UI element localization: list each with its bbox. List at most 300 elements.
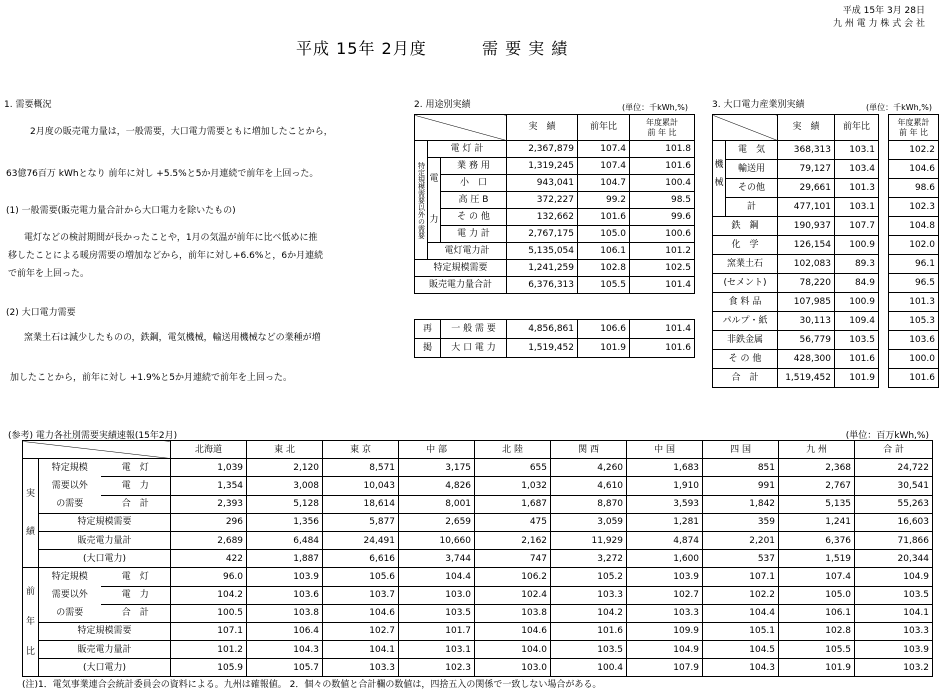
companies-unit: (単位：百万kWh,%) bbox=[845, 431, 929, 441]
cell-value: 103.1 bbox=[399, 641, 475, 659]
header-cum2: 前 年 比 bbox=[647, 127, 677, 137]
cell-value: 2,201 bbox=[703, 531, 779, 549]
cell-value: 102.4 bbox=[475, 586, 551, 604]
cell-value: 102.7 bbox=[627, 586, 703, 604]
cell-value: 105.2 bbox=[551, 568, 627, 586]
usage-heading: 2. 用途別実績 bbox=[414, 100, 471, 110]
cell-value: 24,491 bbox=[323, 531, 399, 549]
yoy: 101.9 bbox=[835, 369, 879, 388]
cell-value: 1,519 bbox=[779, 550, 855, 568]
row-label: 電灯電力計 bbox=[428, 243, 507, 260]
cell-value: 2,393 bbox=[171, 495, 247, 513]
cell-value: 103.5 bbox=[551, 641, 627, 659]
table-row bbox=[415, 158, 695, 175]
cell-value: 104.9 bbox=[627, 641, 703, 659]
row-label: 化 学 bbox=[713, 236, 778, 255]
yoy: 104.7 bbox=[578, 175, 630, 192]
yoy: 101.6 bbox=[578, 209, 630, 226]
cell-value: 104.4 bbox=[399, 568, 475, 586]
row-label: 合 計 bbox=[101, 495, 171, 513]
row-label: 食 料 品 bbox=[713, 293, 778, 312]
table-row bbox=[415, 192, 695, 209]
row-label: 特定規模需要 bbox=[39, 513, 171, 531]
cell-value: 105.0 bbox=[779, 586, 855, 604]
companies-heading: (参考) 電力各社別需要実績速報(15年2月) bbox=[8, 431, 178, 441]
column-header: 四 国 bbox=[703, 441, 779, 459]
cell-value: 10,660 bbox=[399, 531, 475, 549]
table-row bbox=[415, 277, 695, 294]
row-label: 一 般 需 要 bbox=[441, 320, 507, 339]
cell-value: 103.9 bbox=[855, 641, 933, 659]
value: 1,241,259 bbox=[507, 260, 578, 277]
cum: 100.6 bbox=[630, 226, 695, 243]
cell-value: 100.5 bbox=[171, 604, 247, 622]
table-row bbox=[713, 369, 939, 388]
group-label: 械 bbox=[714, 178, 724, 189]
cell-value: 104.6 bbox=[475, 622, 551, 640]
cell-value: 100.4 bbox=[551, 659, 627, 677]
cell-value: 475 bbox=[475, 513, 551, 531]
block-label: 実 bbox=[25, 489, 35, 500]
header-cum1: 年度累計 bbox=[646, 117, 679, 127]
cell-value: 106.4 bbox=[247, 622, 323, 640]
cell-value: 103.0 bbox=[475, 659, 551, 677]
group-label: 特定規模 bbox=[39, 568, 101, 586]
cell-value: 101.7 bbox=[399, 622, 475, 640]
cell-value: 1,356 bbox=[247, 513, 323, 531]
cell-value: 106.1 bbox=[779, 604, 855, 622]
row-label: 計 bbox=[726, 198, 778, 217]
yoy: 107.4 bbox=[578, 141, 630, 158]
header-yoy: 前年比 bbox=[578, 115, 630, 141]
cell-value: 102.8 bbox=[779, 622, 855, 640]
cum: 100.4 bbox=[630, 175, 695, 192]
value: 1,519,452 bbox=[507, 339, 578, 358]
cell-value: 359 bbox=[703, 513, 779, 531]
cell-value: 655 bbox=[475, 459, 551, 477]
row-label: 合 計 bbox=[101, 604, 171, 622]
table-row bbox=[415, 339, 695, 358]
yoy: 105.0 bbox=[578, 226, 630, 243]
cell-value: 101.2 bbox=[171, 641, 247, 659]
column-header: 九 州 bbox=[779, 441, 855, 459]
cell-value: 1,354 bbox=[171, 477, 247, 495]
row-label: 電 力 bbox=[101, 586, 171, 604]
table-row bbox=[415, 243, 695, 260]
cell-value: 101.9 bbox=[779, 659, 855, 677]
cell-value: 1,600 bbox=[627, 550, 703, 568]
cell-value: 103.5 bbox=[399, 604, 475, 622]
cum: 104.8 bbox=[889, 217, 939, 236]
table-row bbox=[713, 350, 939, 369]
cell-value: 104.2 bbox=[551, 604, 627, 622]
table-row bbox=[713, 160, 939, 179]
table-row bbox=[713, 312, 939, 331]
cell-value: 2,767 bbox=[779, 477, 855, 495]
cell-value: 105.9 bbox=[171, 659, 247, 677]
cum: 101.3 bbox=[889, 293, 939, 312]
cell-value: 105.6 bbox=[323, 568, 399, 586]
cell-value: 103.5 bbox=[855, 586, 933, 604]
cell-value: 107.9 bbox=[627, 659, 703, 677]
table-row bbox=[713, 274, 939, 293]
cell-value: 102.3 bbox=[399, 659, 475, 677]
yoy: 103.5 bbox=[835, 331, 879, 350]
row-label: 販売電力量合計 bbox=[415, 277, 507, 294]
value: 428,300 bbox=[778, 350, 835, 369]
cell-value: 107.1 bbox=[171, 622, 247, 640]
cell-value: 422 bbox=[171, 550, 247, 568]
value: 30,113 bbox=[778, 312, 835, 331]
column-header: 合 計 bbox=[855, 441, 933, 459]
row-label: 電 灯 bbox=[101, 568, 171, 586]
row-label: 電 灯 bbox=[101, 459, 171, 477]
page-subtitle: 需 要 実 績 bbox=[482, 39, 569, 58]
industry-heading: 3. 大口電力産業別実績 bbox=[712, 100, 805, 110]
cell-value: 3,175 bbox=[399, 459, 475, 477]
cell-value: 3,593 bbox=[627, 495, 703, 513]
section-heading: 1. 需要概況 bbox=[4, 100, 52, 110]
table-row bbox=[415, 209, 695, 226]
cum: 102.0 bbox=[889, 236, 939, 255]
cell-value: 103.2 bbox=[855, 659, 933, 677]
cell-value: 30,541 bbox=[855, 477, 933, 495]
cell-value: 103.9 bbox=[247, 568, 323, 586]
yoy: 105.5 bbox=[578, 277, 630, 294]
subheading: (2) 大口電力需要 bbox=[6, 308, 76, 318]
value: 132,662 bbox=[507, 209, 578, 226]
row-label: 販売電力量計 bbox=[39, 641, 171, 659]
cell-value: 104.4 bbox=[703, 604, 779, 622]
group-label: 機 bbox=[714, 160, 724, 171]
cum: 102.2 bbox=[889, 141, 939, 160]
cell-value: 103.9 bbox=[627, 568, 703, 586]
table-row bbox=[23, 586, 933, 604]
cell-value: 16,603 bbox=[855, 513, 933, 531]
cell-value: 104.2 bbox=[171, 586, 247, 604]
table-row bbox=[713, 293, 939, 312]
row-label: 合 計 bbox=[713, 369, 778, 388]
row-label: (大口電力) bbox=[39, 550, 171, 568]
cell-value: 4,826 bbox=[399, 477, 475, 495]
yoy: 107.7 bbox=[835, 217, 879, 236]
table-row bbox=[23, 604, 933, 622]
paragraph: 窯業土石は減少したものの，鉄鋼，電気機械，輸送用機械などの業種が増 bbox=[24, 333, 321, 343]
row-label: (セメント) bbox=[713, 274, 778, 293]
cum: 101.2 bbox=[630, 243, 695, 260]
paragraph: で前年を上回った。 bbox=[8, 269, 90, 279]
subheading: (1) 一般需要(販売電力量合計から大口電力を除いたもの) bbox=[6, 206, 236, 216]
cell-value: 18,614 bbox=[323, 495, 399, 513]
cell-value: 104.1 bbox=[323, 641, 399, 659]
row-label: 小 口 bbox=[441, 175, 507, 192]
value: 372,227 bbox=[507, 192, 578, 209]
table-row bbox=[23, 495, 933, 513]
row-label: 電 力 bbox=[101, 477, 171, 495]
cell-value: 104.1 bbox=[855, 604, 933, 622]
block-label: 年 bbox=[25, 617, 35, 628]
table-row bbox=[713, 179, 939, 198]
column-header: 中 部 bbox=[399, 441, 475, 459]
table-row bbox=[23, 531, 933, 549]
cell-value: 3,059 bbox=[551, 513, 627, 531]
cell-value: 103.3 bbox=[855, 622, 933, 640]
cell-value: 104.5 bbox=[703, 641, 779, 659]
cum: 101.4 bbox=[630, 320, 695, 339]
yoy: 107.4 bbox=[578, 158, 630, 175]
cum: 101.8 bbox=[630, 141, 695, 158]
yoy: 100.9 bbox=[835, 293, 879, 312]
table-row bbox=[713, 331, 939, 350]
cell-value: 5,128 bbox=[247, 495, 323, 513]
yoy: 101.9 bbox=[578, 339, 630, 358]
group-label: の需要 bbox=[39, 495, 101, 513]
cell-value: 296 bbox=[171, 513, 247, 531]
row-label: パルプ・紙 bbox=[713, 312, 778, 331]
cell-value: 96.0 bbox=[171, 568, 247, 586]
value: 1,319,245 bbox=[507, 158, 578, 175]
row-label: 特定規模需要 bbox=[415, 260, 507, 277]
table-row bbox=[415, 260, 695, 277]
header-actual: 実 績 bbox=[507, 115, 578, 141]
cell-value: 8,001 bbox=[399, 495, 475, 513]
cum: 99.6 bbox=[630, 209, 695, 226]
value: 56,779 bbox=[778, 331, 835, 350]
row-label: 高 圧 B bbox=[441, 192, 507, 209]
cell-value: 103.3 bbox=[627, 604, 703, 622]
table-row bbox=[23, 550, 933, 568]
cell-value: 103.6 bbox=[247, 586, 323, 604]
group-label: 特定規模 bbox=[39, 459, 101, 477]
row-label: そ の 他 bbox=[713, 350, 778, 369]
cell-value: 1,032 bbox=[475, 477, 551, 495]
table-row bbox=[23, 659, 933, 677]
cell-value: 4,874 bbox=[627, 531, 703, 549]
value: 79,127 bbox=[778, 160, 835, 179]
header-cum1: 年度累計 bbox=[897, 117, 930, 127]
usage-unit: (単位：千kWh,%) bbox=[622, 103, 688, 112]
cell-value: 6,616 bbox=[323, 550, 399, 568]
table-row bbox=[23, 641, 933, 659]
table-row bbox=[23, 477, 933, 495]
table-row bbox=[713, 198, 939, 217]
cum: 101.6 bbox=[630, 158, 695, 175]
cum: 100.0 bbox=[889, 350, 939, 369]
cell-value: 1,039 bbox=[171, 459, 247, 477]
cum: 96.5 bbox=[889, 274, 939, 293]
value: 102,083 bbox=[778, 255, 835, 274]
table-row bbox=[713, 141, 939, 160]
header-actual: 実 績 bbox=[778, 115, 835, 141]
yoy: 106.6 bbox=[578, 320, 630, 339]
industry-table bbox=[712, 114, 939, 388]
value: 4,856,861 bbox=[507, 320, 578, 339]
company-name: 九 州 電 力 株 式 会 社 bbox=[832, 19, 925, 29]
cell-value: 6,484 bbox=[247, 531, 323, 549]
group-label: 掲 bbox=[415, 339, 441, 358]
cell-value: 2,659 bbox=[399, 513, 475, 531]
cell-value: 24,722 bbox=[855, 459, 933, 477]
cell-value: 537 bbox=[703, 550, 779, 568]
cell-value: 3,008 bbox=[247, 477, 323, 495]
cell-value: 2,120 bbox=[247, 459, 323, 477]
cum: 101.4 bbox=[630, 277, 695, 294]
row-label: 販売電力量計 bbox=[39, 531, 171, 549]
yoy: 101.3 bbox=[835, 179, 879, 198]
paragraph: 63億76百万 kWhとなり 前年に対し +5.5%と5か月連続で前年を上回った。 bbox=[6, 169, 319, 179]
row-label: 電 灯 計 bbox=[428, 141, 507, 158]
cell-value: 2,368 bbox=[779, 459, 855, 477]
value: 1,519,452 bbox=[778, 369, 835, 388]
cell-value: 1,842 bbox=[703, 495, 779, 513]
value: 2,367,879 bbox=[507, 141, 578, 158]
cell-value: 71,866 bbox=[855, 531, 933, 549]
group-label: 再 bbox=[415, 320, 441, 339]
cell-value: 105.1 bbox=[703, 622, 779, 640]
row-label: 業 務 用 bbox=[441, 158, 507, 175]
value: 126,154 bbox=[778, 236, 835, 255]
usage-table bbox=[414, 114, 695, 294]
cell-value: 106.2 bbox=[475, 568, 551, 586]
industry-unit: (単位：千kWh,%) bbox=[866, 103, 932, 112]
column-header: 北海道 bbox=[171, 441, 247, 459]
yoy: 100.9 bbox=[835, 236, 879, 255]
block-label: 比 bbox=[25, 647, 35, 658]
page-title: 平成 15年 2月度 bbox=[296, 39, 427, 58]
cell-value: 103.3 bbox=[323, 659, 399, 677]
table-row bbox=[23, 622, 933, 640]
cell-value: 1,910 bbox=[627, 477, 703, 495]
row-label: 特定規模需要 bbox=[39, 622, 171, 640]
paragraph: 移したことによる暖房需要の増加などから，前年に対し+6.6%と，6か月連続 bbox=[8, 251, 324, 261]
cum: 96.1 bbox=[889, 255, 939, 274]
row-label: そ の 他 bbox=[441, 209, 507, 226]
yoy: 102.8 bbox=[578, 260, 630, 277]
table-row bbox=[713, 217, 939, 236]
cell-value: 105.5 bbox=[779, 641, 855, 659]
cell-value: 103.0 bbox=[399, 586, 475, 604]
table-row bbox=[415, 141, 695, 158]
table-row bbox=[415, 320, 695, 339]
paragraph: 加したことから，前年に対し +1.9%と5か月連続で前年を上回った。 bbox=[10, 373, 292, 383]
cum: 101.6 bbox=[889, 369, 939, 388]
header-cum2: 前 年 比 bbox=[898, 127, 929, 137]
group-label: 需要以外 bbox=[39, 477, 101, 495]
cell-value: 5,877 bbox=[323, 513, 399, 531]
cum: 98.5 bbox=[630, 192, 695, 209]
cell-value: 109.9 bbox=[627, 622, 703, 640]
cell-value: 55,263 bbox=[855, 495, 933, 513]
value: 368,313 bbox=[778, 141, 835, 160]
cell-value: 102.2 bbox=[703, 586, 779, 604]
yoy: 103.4 bbox=[835, 160, 879, 179]
yoy: 103.1 bbox=[835, 141, 879, 160]
value: 477,101 bbox=[778, 198, 835, 217]
yoy: 109.4 bbox=[835, 312, 879, 331]
cell-value: 101.6 bbox=[551, 622, 627, 640]
table-row bbox=[713, 255, 939, 274]
value: 2,767,175 bbox=[507, 226, 578, 243]
cell-value: 107.4 bbox=[779, 568, 855, 586]
value: 6,376,313 bbox=[507, 277, 578, 294]
cell-value: 103.3 bbox=[551, 586, 627, 604]
cell-value: 4,260 bbox=[551, 459, 627, 477]
cell-value: 104.3 bbox=[247, 641, 323, 659]
column-header: 東 北 bbox=[247, 441, 323, 459]
row-label: 非鉄金属 bbox=[713, 331, 778, 350]
cell-value: 4,610 bbox=[551, 477, 627, 495]
cell-value: 1,887 bbox=[247, 550, 323, 568]
group-label: 電 bbox=[429, 174, 439, 184]
value: 190,937 bbox=[778, 217, 835, 236]
yoy: 101.6 bbox=[835, 350, 879, 369]
cell-value: 104.0 bbox=[475, 641, 551, 659]
cell-value: 20,344 bbox=[855, 550, 933, 568]
yoy: 84.9 bbox=[835, 274, 879, 293]
header-yoy: 前年比 bbox=[835, 115, 879, 141]
column-header: 東 京 bbox=[323, 441, 399, 459]
paragraph: 電灯などの検討期間が長かったことや，1月の気温が前年に比べ低めに推 bbox=[24, 233, 318, 243]
table-row bbox=[23, 513, 933, 531]
cell-value: 104.6 bbox=[323, 604, 399, 622]
row-label: 窯業土石 bbox=[713, 255, 778, 274]
cum: 98.6 bbox=[889, 179, 939, 198]
cell-value: 105.7 bbox=[247, 659, 323, 677]
cell-value: 6,376 bbox=[779, 531, 855, 549]
column-header: 中 国 bbox=[627, 441, 703, 459]
value: 5,135,054 bbox=[507, 243, 578, 260]
group-label: 需要以外 bbox=[39, 586, 101, 604]
block-label: 前 bbox=[25, 587, 35, 598]
table-row bbox=[23, 568, 933, 586]
cell-value: 104.9 bbox=[855, 568, 933, 586]
cum: 101.6 bbox=[630, 339, 695, 358]
value: 78,220 bbox=[778, 274, 835, 293]
cell-value: 1,683 bbox=[627, 459, 703, 477]
cell-value: 747 bbox=[475, 550, 551, 568]
yoy: 106.1 bbox=[578, 243, 630, 260]
cum: 105.3 bbox=[889, 312, 939, 331]
cell-value: 1,687 bbox=[475, 495, 551, 513]
cell-value: 3,272 bbox=[551, 550, 627, 568]
value: 943,041 bbox=[507, 175, 578, 192]
cell-value: 8,870 bbox=[551, 495, 627, 513]
cell-value: 103.8 bbox=[247, 604, 323, 622]
cell-value: 851 bbox=[703, 459, 779, 477]
cum: 103.6 bbox=[889, 331, 939, 350]
row-label: 大 口 電 力 bbox=[441, 339, 507, 358]
table-row bbox=[415, 175, 695, 192]
yoy: 99.2 bbox=[578, 192, 630, 209]
row-label: 電 気 bbox=[726, 141, 778, 160]
row-label: 電 力 計 bbox=[441, 226, 507, 243]
cell-value: 102.7 bbox=[323, 622, 399, 640]
value: 107,985 bbox=[778, 293, 835, 312]
cell-value: 5,135 bbox=[779, 495, 855, 513]
cell-value: 103.7 bbox=[323, 586, 399, 604]
yoy: 103.1 bbox=[835, 198, 879, 217]
group-label: 力 bbox=[429, 215, 439, 225]
table-row bbox=[713, 236, 939, 255]
repost-table bbox=[414, 319, 695, 358]
cell-value: 107.1 bbox=[703, 568, 779, 586]
cum: 104.6 bbox=[889, 160, 939, 179]
group-label: の需要 bbox=[39, 604, 101, 622]
cell-value: 10,043 bbox=[323, 477, 399, 495]
yoy: 89.3 bbox=[835, 255, 879, 274]
row-label: 輸送用 bbox=[726, 160, 778, 179]
companies-table bbox=[22, 440, 933, 677]
